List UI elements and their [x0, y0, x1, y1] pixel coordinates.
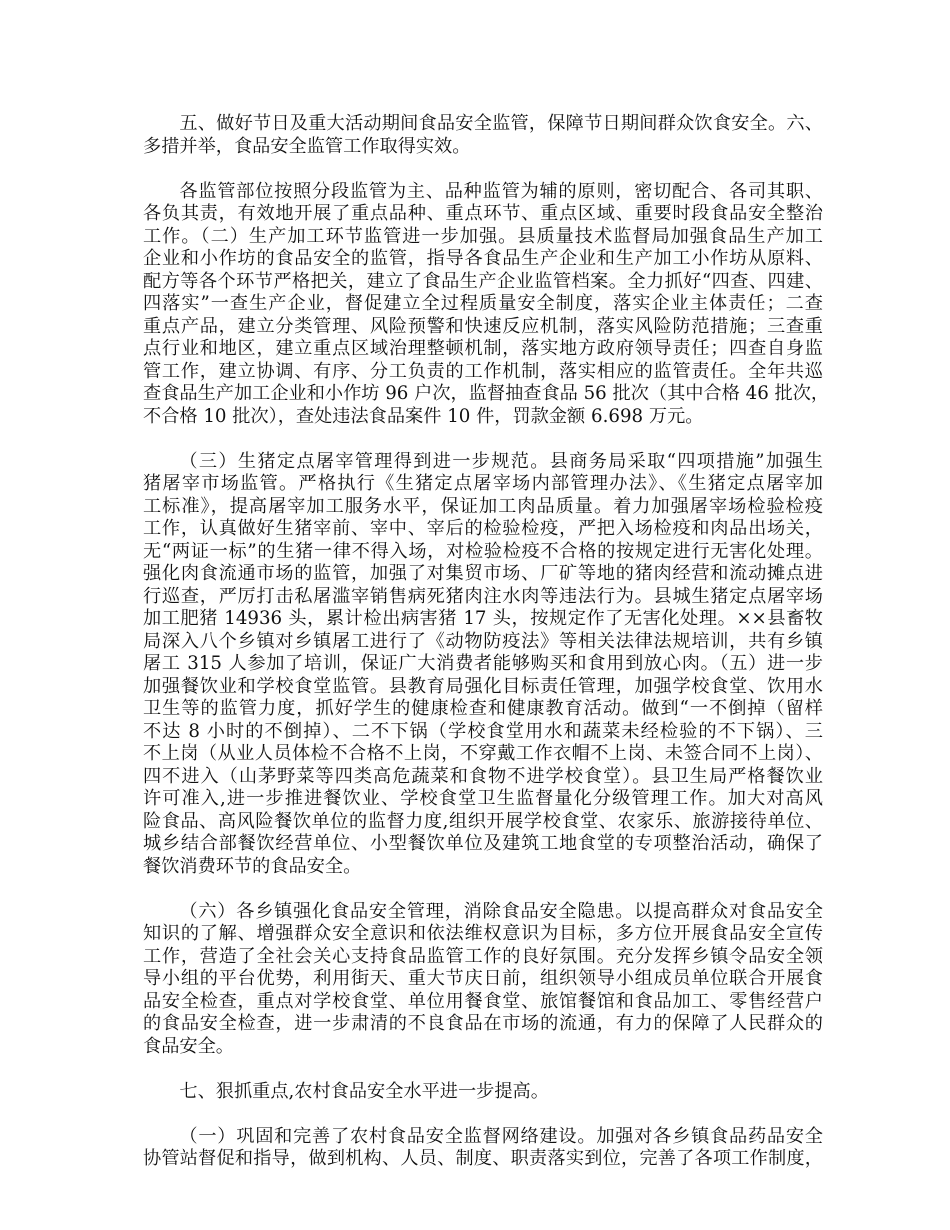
text-line: 卫生等的监管力度，抓好学生的健康检查和健康教育活动。做到“一不倒掉（留样: [143, 698, 823, 719]
text-line: 食品安全。: [143, 1035, 234, 1057]
text-line: 行巡查，严厉打击私屠滥宰销售病死猪肉注水肉等违法行为。县城生猪定点屠宰场: [143, 585, 823, 607]
text-line: 工标准》，提高屠宰加工服务水平，保证加工肉品质量。着力加强屠宰场检验检疫: [143, 495, 823, 517]
text-line: （一）巩固和完善了农村食品安全监督网络建设。加强对各乡镇食品药品安全: [179, 1125, 823, 1147]
text-line: 查食品生产加工企业和小作坊 96 户次，监督抽查食品 56 批次（其中合格 46 批次，: [143, 383, 830, 404]
text-line: 重点产品，建立分类管理、风险预警和快速反应机制，落实风险防范措施；三查重: [143, 315, 823, 337]
text-line: 加强餐饮业和学校食堂监管。县教育局强化目标责任管理，加强学校食堂、饮用水: [143, 675, 823, 697]
text-line: 工作，认真做好生猪宰前、宰中、宰后的检验检疫，严把入场检疫和肉品出场关，: [143, 518, 823, 539]
text-line: 不达 8 小时的不倒掉）、二不下锅（学校食堂用水和蔬菜未经检验的不下锅）、三: [143, 720, 823, 742]
text-line: （三）生猪定点屠宰管理得到进一步规范。县商务局采取“四项措施”加强生: [179, 450, 823, 472]
document-body: [143, 113, 830, 1193]
paragraph: [143, 901, 823, 1059]
text-line: 配方等各个环节严格把关，建立了食品生产企业监管档案。全力抓好“四查、四建、: [143, 270, 823, 292]
text-line: 四不进入（山茅野菜等四类高危蔬菜和食物不进学校食堂）。县卫生局严格餐饮业: [143, 765, 823, 787]
text-line: 许可准入,进一步推进餐饮业、学校食堂卫生监督量化分级管理工作。加大对高风: [143, 788, 823, 809]
text-line: 工作，营造了全社会关心支持食品监管工作的良好氛围。充分发挥乡镇令品安全领: [143, 945, 823, 967]
text-line: 四落实”一查生产企业，督促建立全过程质量安全制度，落实企业主体责任；二查: [143, 293, 823, 314]
text-line: 管工作，建立协调、有序、分工负责的工作机制，落实相应的监管责任。全年共巡: [143, 360, 823, 382]
text-line: 五、做好节日及重大活动期间食品安全监管，保障节日期间群众饮食安全。六、: [179, 113, 823, 134]
text-line: 点行业和地区，建立重点区域治理整顿机制，落实地方政府领导责任；四查自身监: [143, 338, 823, 359]
paragraph: [143, 180, 830, 429]
text-line: 协管站督促和指导，做到机构、人员、制度、职责落实到位，完善了各项工作制度，: [143, 1148, 823, 1169]
text-line: 知识的了解、增强群众安全意识和依法维权意识为目标，多方位开展食品安全宣传: [143, 923, 823, 944]
text-line: 餐饮消费环节的食品安全。: [143, 855, 362, 877]
text-line: 局深入八个乡镇对乡镇屠工进行了《动物防疫法》等相关法律法规培训，共有乡镇: [143, 630, 823, 652]
text-line: 品安全检查，重点对学校食堂、单位用餐食堂、旅馆餐馆和食品加工、零售经营户: [143, 990, 823, 1012]
text-line: 不合格 10 批次），查处违法食品案件 10 件，罚款金额 6.698 万元。: [143, 405, 704, 427]
text-line: 工作。（二）生产加工环节监管进一步加强。县质量技术监督局加强食品生产加工: [143, 225, 823, 247]
text-line: 无“两证一标”的生猪一律不得入场，对检验检疫不合格的按规定进行无害化处理。: [143, 540, 823, 562]
text-line: 的食品安全检查，进一步肃清的不良食品在市场的流通，有力的保障了人民群众的: [143, 1013, 823, 1034]
text-line: 屠工 315 人参加了培训，保证广大消费者能够购买和食用到放心肉。（五）进一步: [143, 653, 823, 674]
text-line: 强化肉食流通市场的监管，加强了对集贸市场、厂矿等地的猪肉经营和流动摊点进: [143, 563, 823, 584]
text-line: 各负其责，有效地开展了重点品种、重点环节、重点区域、重要时段食品安全整治: [143, 203, 823, 224]
text-line: 不上岗（从业人员体检不合格不上岗，不穿戴工作衣帽不上岗、未签合同不上岗）、: [143, 743, 823, 764]
text-line: 险食品、高风险餐饮单位的监督力度,组织开展学校食堂、农家乐、旅游接待单位、: [143, 810, 823, 832]
text-line: 多措并举，食品安全监管工作取得实效。: [143, 135, 471, 157]
paragraph: [143, 1126, 823, 1171]
text-line: 各监管部位按照分段监管为主、品种监管为辅的原则，密切配合、各司其职、: [179, 180, 823, 202]
section-heading: 七、狠抓重点,农村食品安全水平进一步提高。: [179, 1080, 549, 1102]
paragraph: [143, 451, 823, 879]
text-line: 导小组的平台优势，利用街天、重大节庆日前，组织领导小组成员单位联合开展食: [143, 968, 823, 989]
text-line: 企业和小作坊的食品安全的监管，指导各食品生产企业和生产加工小作坊从原料、: [143, 248, 823, 269]
text-line: 城乡结合部餐饮经营单位、小型餐饮单位及建筑工地食堂的专项整治活动，确保了: [143, 833, 823, 854]
text-line: 加工肥猪 14936 头，累计检出病害猪 17 头，按规定作了无害化处理。××县畜牧: [143, 608, 823, 629]
text-line: 猪屠宰市场监管。严格执行《生猪定点屠宰场内部管理办法》、《生猪定点屠宰加: [143, 473, 823, 494]
paragraph: [143, 1081, 823, 1104]
text-line: （六）各乡镇强化食品安全管理，消除食品安全隐患。以提高群众对食品安全: [179, 900, 823, 922]
paragraph: [143, 113, 823, 158]
